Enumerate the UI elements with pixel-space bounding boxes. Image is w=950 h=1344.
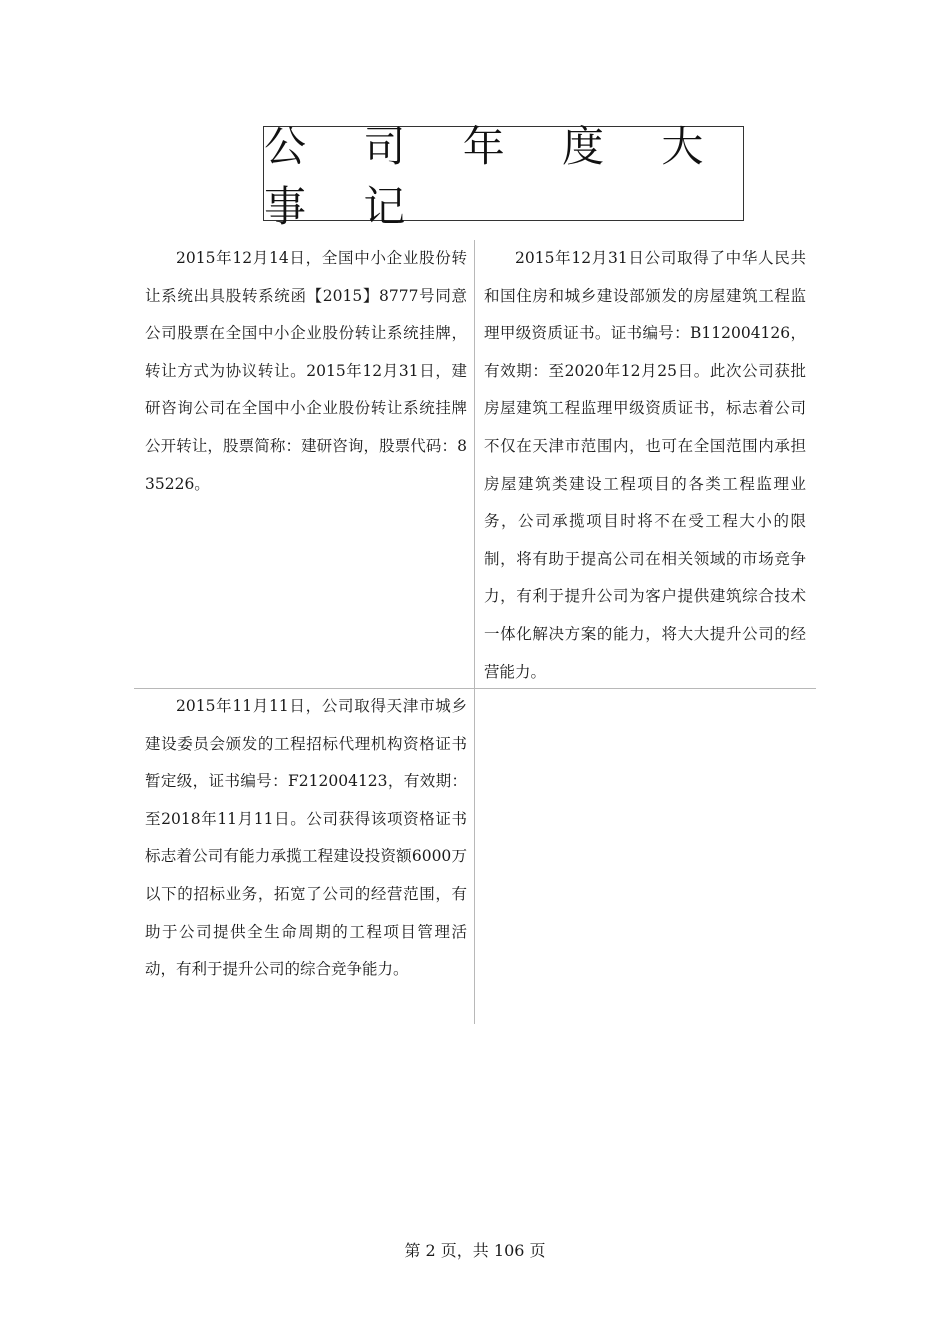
event-supervision-qualification: 2015年12月31日公司取得了中华人民共和国住房和城乡建设部颁发的房屋建筑工程监理甲级资质证书。证书编号：B112004126，有效期：至2020年12月25日。此次公司获批房屋建筑工程监理甲级资质证书，标志着公司不仅在天津市范围内，也可在全国范围内承担房屋建筑类建设工程项目的各类工程监理业务，公司承揽项目时将不在受工程大小的限制，将有助于提高公司在相关领域的市场竞争力，有利于提升公司为客户提供建筑综合技术一体化解决方案的能力，将大大提升公司的经营能力。 [484,249,806,681]
page-title: 公 司 年 度 大 事 记 [264,121,726,231]
title-box [263,121,744,231]
page-footer: 第 2 页，共 106 页 [404,1241,546,1260]
column-divider-top [474,240,475,688]
event-bidding-agency-qualification: 2015年11月11日，公司取得天津市城乡建设委员会颁发的工程招标代理机构资格证书暂定级，证书编号：F212004123，有效期：至2018年11月11日。公司获得该项资格证书标志着公司有能力承揽工程建设投资额6000万以下的招标业务，拓宽了公司的经营范围，有助于公司提供全生命周期的工程项目管理活动，有利于提升公司的综合竞争能力。 [145,697,467,979]
event-listing-announcement: 2015年12月14日，全国中小企业股份转让系统出具股转系统函【2015】8777号同意公司股票在全国中小企业股份转让系统挂牌，转让方式为协议转让。2015年12月31日，建研咨询公司在全国中小企业股份转让系统挂牌公开转让，股票简称：建研咨询，股票代码：835226。 [145,249,467,493]
column-divider-bottom [474,688,475,1024]
